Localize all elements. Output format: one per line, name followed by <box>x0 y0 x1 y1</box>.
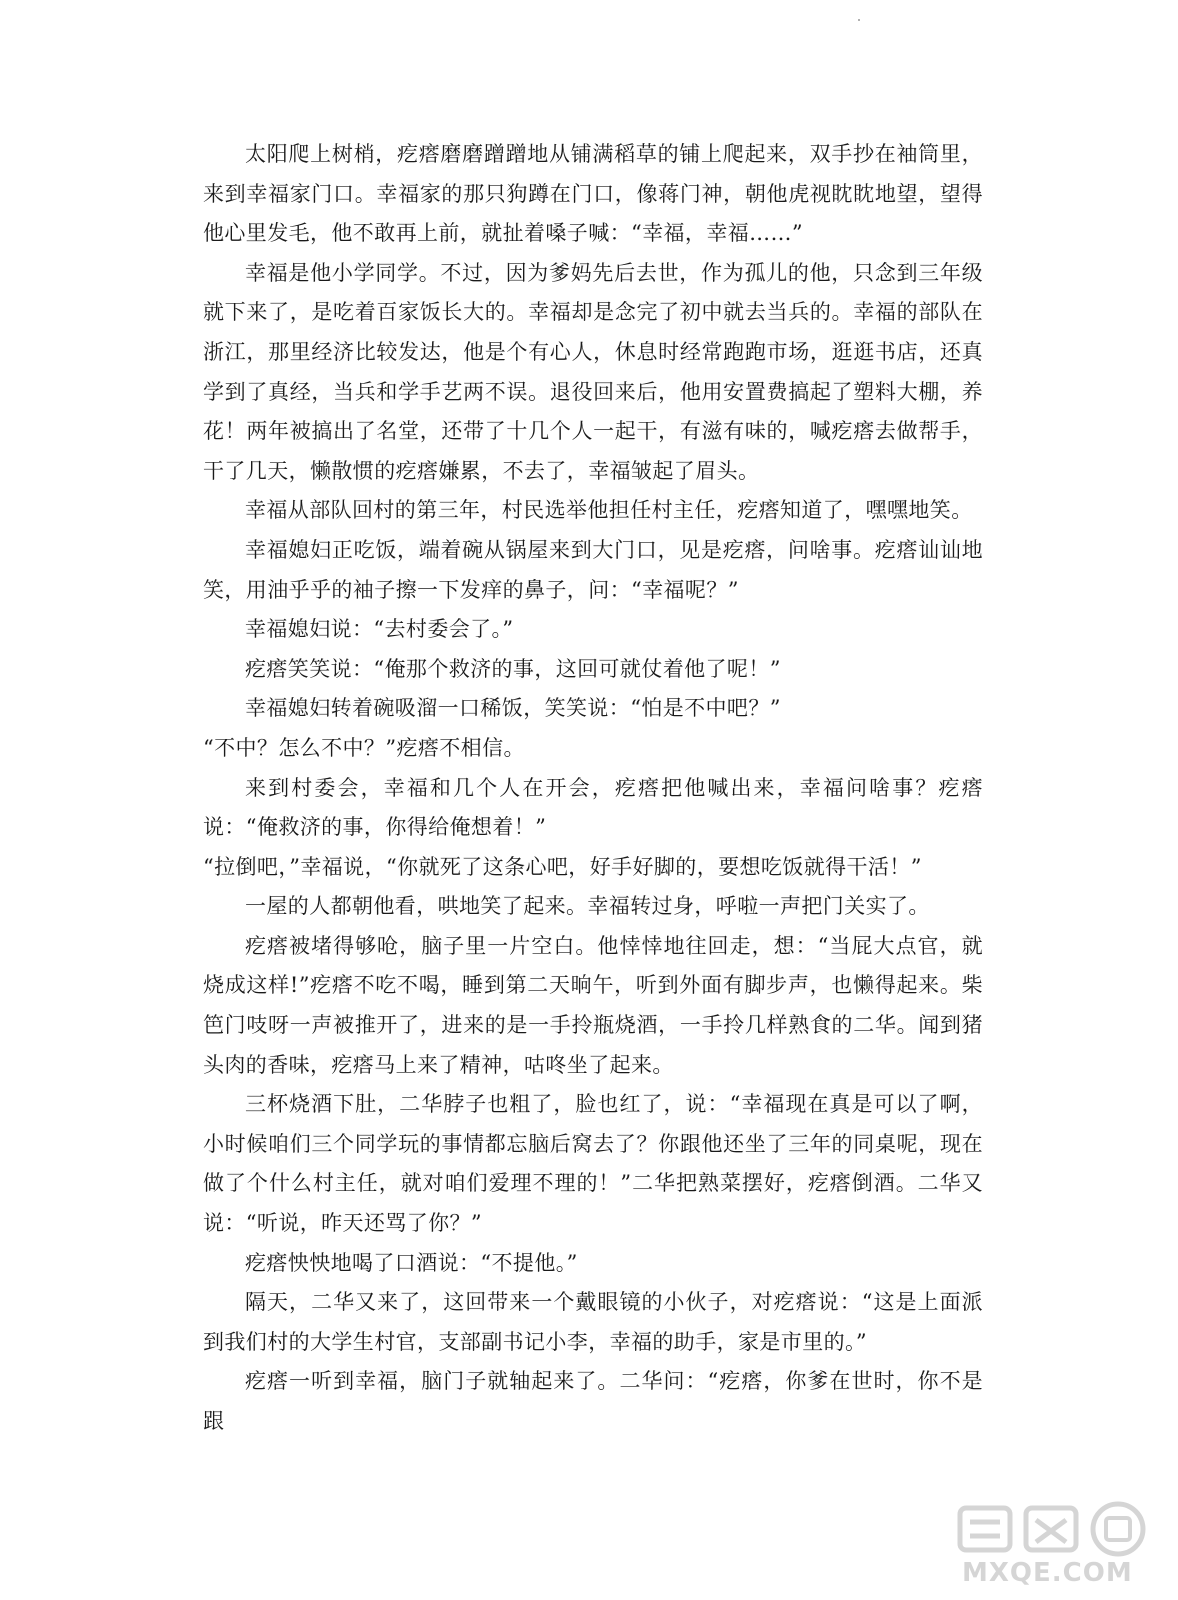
paragraph: 疙瘩被堵得够呛，脑子里一片空白。他悻悻地往回走，想：“当屁大点官，就烧成这样!”疙瘩不吃不喝，睡到第二天晌午，听到外面有脚步声，也懒得起来。柴笆门吱呀一声被推开了，进来的是一手拎瓶烧酒，一手拎几样熟食的二华。闻到猪头肉的香味，疙瘩马上来了精神，咕咚坐了起来。 <box>203 933 983 1077</box>
watermark-logo <box>956 1500 1156 1592</box>
paragraph: 三杯烧酒下肚，二华脖子也粗了，脸也红了，说：“幸福现在真是可以了啊，小时候咱们三个同学玩的事情都忘脑后窝去了？你跟他还坐了三年的同桌呢，现在做了个什么村主任，就对咱们爱理不理的！”二华把熟菜摆好，疙瘩倒酒。二华又说：“听说，昨天还骂了你？” <box>203 1092 983 1236</box>
paragraph: 幸福媳妇正吃饭，端着碗从锅屋来到大门口，见是疙瘩，问啥事。疙瘩讪讪地笑，用油乎乎的袖子擦一下发痒的鼻子，问：“幸福呢？” <box>203 537 983 602</box>
article-body <box>203 135 983 1442</box>
paragraph: 隔天，二华又来了，这回带来一个戴眼镜的小伙子，对疙瘩说：“这是上面派到我们村的大学生村官，支部副书记小李，幸福的助手，家是市里的。” <box>203 1290 983 1354</box>
paragraph: 幸福媳妇转着碗吸溜一口稀饭，笑笑说：“怕是不中吧？” <box>245 696 781 721</box>
paragraph: 疙瘩怏怏地喝了口酒说：“不提他。” <box>245 1250 578 1275</box>
watermark-domain: MXQE.COM <box>962 1558 1133 1588</box>
paragraph: 疙瘩一听到幸福，脑门子就轴起来了。二华问：“疙瘩，你爹在世时，你不是跟 <box>203 1369 983 1433</box>
scan-dot <box>858 19 860 21</box>
watermark-logo-icon <box>956 1500 1156 1558</box>
paragraph: 一屋的人都朝他看，哄地笑了起来。幸福转过身，呼啦一声把门关实了。 <box>245 894 930 919</box>
paragraph: 疙瘩笑笑说：“俺那个救济的事，这回可就仗着他了呢！” <box>245 656 781 681</box>
paragraph: 幸福从部队回村的第三年，村民选举他担任村主任，疙瘩知道了，嘿嘿地笑。 <box>245 498 973 523</box>
paragraph: 太阳爬上树梢，疙瘩磨磨蹭蹭地从铺满稻草的铺上爬起来，双手抄在袖筒里，来到幸福家门口。幸福家的那只狗蹲在门口，像蒋门神，朝他虎视眈眈地望，望得他心里发毛，他不敢再上前，就扯着嗓子喊：“幸福，幸福……” <box>203 142 983 246</box>
paragraph: “不中？怎么不中？”疙瘩不相信。 <box>203 735 525 760</box>
paragraph: 来到村委会，幸福和几个人在开会，疙瘩把他喊出来，幸福问啥事？疙瘩说：“俺救济的事，你得给俺想着！” <box>203 775 983 840</box>
paragraph: “拉倒吧，”幸福说，“你就死了这条心吧，好手好脚的，要想吃饭就得干活！” <box>203 854 922 879</box>
paragraph: 幸福是他小学同学。不过，因为爹妈先后去世，作为孤儿的他，只念到三年级就下来了，是吃着百家饭长大的。幸福却是念完了初中就去当兵的。幸福的部队在浙江，那里经济比较发达，他是个有心人，休息时经常跑跑市场，逛逛书店，还真学到了真经，当兵和学手艺两不误。退役回来后，他用安置费搞起了塑料大棚，养花！两年被搞出了名堂，还带了十几个人一起干，有滋有味的，喊疙瘩去做帮手，干了几天，懒散惯的疙瘩嫌累，不去了，幸福皱起了眉头。 <box>203 260 983 483</box>
paragraph: 幸福媳妇说：“去村委会了。” <box>245 617 514 642</box>
